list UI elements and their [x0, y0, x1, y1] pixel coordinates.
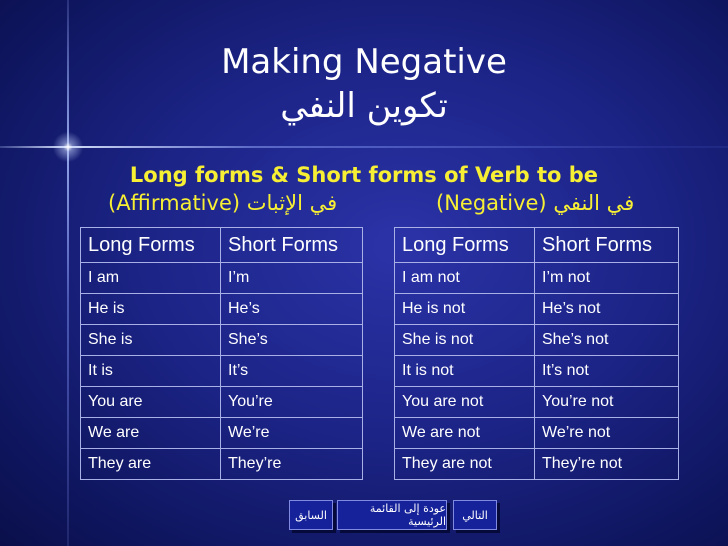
long-form-cell: They are: [81, 449, 221, 480]
table-row: [395, 418, 679, 449]
table-row: [395, 325, 679, 356]
long-form-cell: She is: [81, 325, 221, 356]
short-form-cell: They’re not: [535, 449, 679, 480]
table-row: [81, 449, 363, 480]
short-form-cell: She’s not: [535, 325, 679, 356]
header-short-forms: Short Forms: [221, 228, 363, 263]
long-form-cell: He is: [81, 294, 221, 325]
long-form-cell: It is not: [395, 356, 535, 387]
short-form-cell: It’s: [221, 356, 363, 387]
table-row: [395, 263, 679, 294]
short-form-cell: She’s: [221, 325, 363, 356]
short-form-cell: They’re: [221, 449, 363, 480]
short-form-cell: You’re not: [535, 387, 679, 418]
table-row: [81, 263, 363, 294]
table-row: [395, 449, 679, 480]
long-form-cell: I am: [81, 263, 221, 294]
decorative-horizontal-line: [0, 146, 728, 148]
short-form-cell: You’re: [221, 387, 363, 418]
table-header-row: [395, 228, 679, 263]
short-form-cell: He’s: [221, 294, 363, 325]
table-row: [395, 387, 679, 418]
short-form-cell: We’re not: [535, 418, 679, 449]
long-form-cell: They are not: [395, 449, 535, 480]
short-form-cell: I’m: [221, 263, 363, 294]
table-row: [395, 294, 679, 325]
home-menu-button[interactable]: عودة إلى القائمة الرئيسية: [337, 500, 447, 530]
header-long-forms: Long Forms: [395, 228, 535, 263]
short-form-cell: I’m not: [535, 263, 679, 294]
table-row: [81, 294, 363, 325]
affirmative-label: (Affirmative) في الإثبات: [108, 191, 338, 215]
header-long-forms: Long Forms: [81, 228, 221, 263]
table-header-row: [81, 228, 363, 263]
table-row: [81, 387, 363, 418]
table-row: [81, 418, 363, 449]
slide-subtitle: Long forms & Short forms of Verb to be: [129, 163, 599, 187]
affirmative-table: [80, 227, 363, 480]
sparkle-icon: [50, 129, 86, 165]
table-row: [81, 356, 363, 387]
slide-title: Making Negative: [221, 42, 507, 82]
long-form-cell: We are not: [395, 418, 535, 449]
slide-title-arabic: تكوين النفي: [280, 86, 448, 126]
negative-table: [394, 227, 679, 480]
next-button[interactable]: التالي: [453, 500, 497, 530]
short-form-cell: He’s not: [535, 294, 679, 325]
short-form-cell: We’re: [221, 418, 363, 449]
table-row: [395, 356, 679, 387]
long-form-cell: He is not: [395, 294, 535, 325]
negative-label: (Negative) في النفي: [436, 191, 635, 215]
long-form-cell: You are not: [395, 387, 535, 418]
short-form-cell: It’s not: [535, 356, 679, 387]
table-row: [81, 325, 363, 356]
long-form-cell: We are: [81, 418, 221, 449]
long-form-cell: I am not: [395, 263, 535, 294]
header-short-forms: Short Forms: [535, 228, 679, 263]
long-form-cell: She is not: [395, 325, 535, 356]
long-form-cell: You are: [81, 387, 221, 418]
long-form-cell: It is: [81, 356, 221, 387]
previous-button[interactable]: السابق: [289, 500, 333, 530]
